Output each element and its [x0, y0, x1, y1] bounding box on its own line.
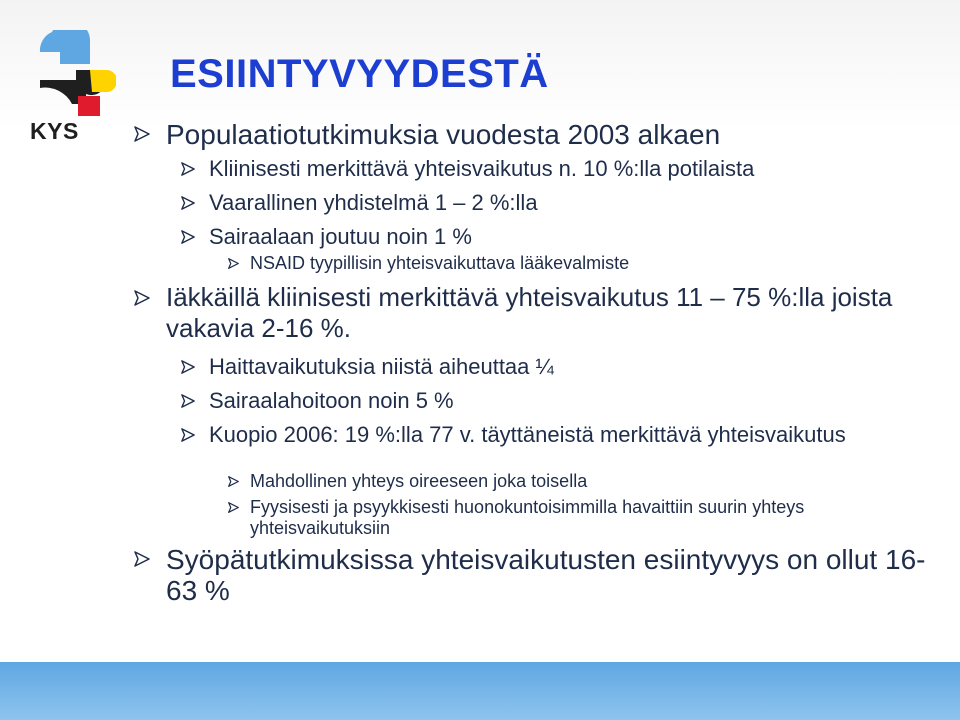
arrow-bullet-icon [181, 394, 195, 408]
bullet-text: Kuopio 2006: 19 %:lla 77 v. täyttäneistä merkittävä yhteisvaikutus [209, 422, 846, 447]
bullet-text: Haittavaikutuksia niistä aiheuttaa ¼ [209, 354, 554, 379]
bullet-text: Vaarallinen yhdistelmä 1 – 2 %:lla [209, 190, 538, 215]
arrow-bullet-icon [181, 360, 195, 374]
bullet-text: Kliinisesti merkittävä yhteisvaikutus n. 10 %:lla potilaista [209, 156, 755, 181]
bullet-text: Syöpätutkimuksissa yhteisvaikutusten esiintyvyys on ollut 16-63 % [166, 544, 926, 606]
arrow-bullet-icon [228, 258, 239, 269]
arrow-bullet-icon [134, 551, 150, 567]
bullet-text: Iäkkäillä kliinisesti merkittävä yhteisvaikutus 11 – 75 %:lla joista vakavia 2-16 %. [166, 282, 893, 343]
bullet-text: Mahdollinen yhteys oireeseen joka toisella [250, 471, 588, 491]
arrow-bullet-icon [134, 126, 150, 142]
bullet-text: Sairaalaan joutuu noin 1 % [209, 224, 472, 249]
bullet-text: Sairaalahoitoon noin 5 % [209, 388, 454, 413]
footer-band [0, 662, 960, 720]
arrow-bullet-icon [181, 162, 195, 176]
arrow-bullet-icon [181, 428, 195, 442]
bullet-text: Fyysisesti ja psyykkisesti huonokuntoisimmilla havaittiin suurin yhteys yhteisvaikutuksiin [250, 497, 805, 538]
arrow-bullet-icon [181, 230, 195, 244]
bullet-text: Populaatiotutkimuksia vuodesta 2003 alkaen [166, 119, 721, 150]
arrow-bullet-icon [228, 476, 239, 487]
slide-title: ESIINTYVYYDESTÄ [170, 52, 549, 96]
logo-text: KYS [30, 118, 79, 144]
bullet-text: NSAID tyypillisin yhteisvaikuttava lääkevalmiste [250, 253, 630, 273]
arrow-bullet-icon [228, 502, 239, 513]
arrow-bullet-icon [181, 196, 195, 210]
arrow-bullet-icon [134, 290, 150, 306]
